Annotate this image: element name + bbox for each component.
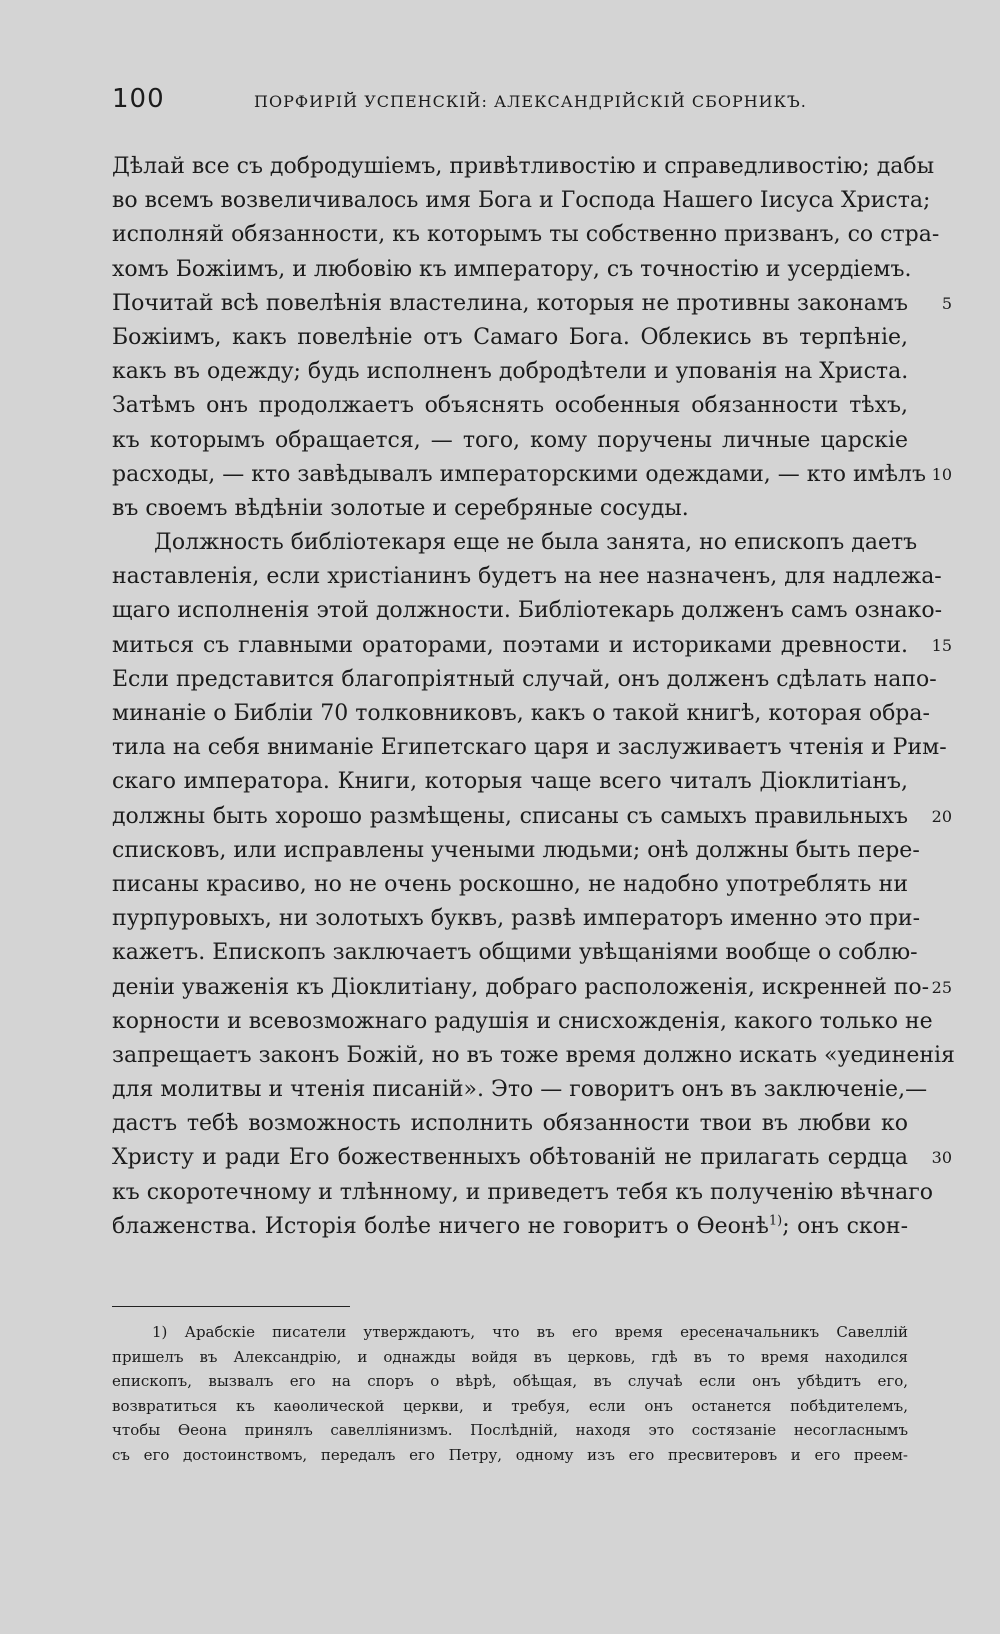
line-text: Почитай всѣ повелѣнія властелина, которыя не противны законамъ — [112, 290, 908, 316]
line-text: къ скоротечному и тлѣнному, и приведетъ тебя къ полученію вѣчнаго — [112, 1179, 933, 1205]
text-line — [112, 526, 918, 560]
footnote-line: возвратиться къ каѳолической церкви, и требуя, если онъ останется побѣдителемъ, — [112, 1396, 908, 1415]
line-text-tail: ; онъ скон- — [782, 1213, 908, 1239]
text-line — [112, 936, 918, 970]
page-number: 100 — [112, 84, 165, 114]
line-text: исполняй обязанности, къ которымъ ты собственно призванъ, со стра- — [112, 222, 940, 248]
footnote-line: чтобы Ѳеона принялъ савелліянизмъ. Послѣдній, находя это состязаніе несогласнымъ — [112, 1421, 908, 1440]
text-line — [112, 492, 908, 526]
page-header — [112, 84, 912, 124]
footnote-marker: 1) — [768, 1213, 783, 1229]
line-text: миться съ главными ораторами, поэтами и историками древности. — [112, 632, 908, 658]
line-text: хомъ Божіимъ, и любовію къ императору, съ точностію и усердіемъ. — [112, 256, 912, 282]
text-line — [112, 1073, 928, 1107]
text-line — [112, 1107, 908, 1141]
line-text: минаніе о Библіи 70 толковниковъ, какъ о такой книгѣ, которая обра- — [112, 701, 930, 726]
line-text: наставленія, если христіанинъ будетъ на нее назначенъ, для надлежа- — [112, 564, 942, 590]
text-line — [112, 697, 930, 731]
line-text: дастъ тебѣ возможность исполнить обязанности твои въ любви ко — [112, 1111, 908, 1137]
line-text: во всемъ возвеличивалось имя Бога и Господа Нашего Іисуса Христа; — [112, 188, 931, 214]
line-text: какъ въ одежду; будь исполненъ добродѣтели и упованія на Христа. — [112, 359, 909, 385]
text-line — [112, 253, 912, 287]
text-line — [112, 355, 908, 389]
text-line — [112, 1039, 955, 1073]
text-line — [112, 184, 931, 218]
line-text: корности и всевозможнаго радушія и снисхожденія, какого только не — [112, 1008, 933, 1034]
footnote-line: епископъ, вызвалъ его на споръ о вѣрѣ, обѣщая, въ случаѣ если онъ убѣдитъ его, — [112, 1372, 908, 1391]
text-line — [112, 800, 952, 834]
line-number: 15 — [931, 635, 952, 655]
text-line — [112, 1176, 933, 1210]
line-text: списковъ, или исправлены учеными людьми; онѣ должны быть пере- — [112, 837, 920, 863]
text-line — [112, 1005, 933, 1039]
line-number: 20 — [931, 806, 952, 826]
line-text: къ которымъ обращается, — того, кому поручены личные царскіе — [112, 427, 908, 453]
text-line — [112, 150, 935, 184]
footnote-rule — [112, 1306, 350, 1307]
text-line — [112, 389, 908, 423]
line-text: должны быть хорошо размѣщены, списаны съ самыхъ правильныхъ — [112, 803, 908, 829]
text-line — [112, 663, 937, 697]
footnotes — [112, 1320, 908, 1468]
text-line — [112, 731, 947, 765]
line-text: въ своемъ вѣдѣніи золотые и серебряные сосуды. — [112, 495, 689, 521]
text-line — [112, 594, 943, 628]
line-text: запрещаетъ законъ Божій, но въ тоже время должно искать «уединенія — [112, 1042, 955, 1068]
text-line — [112, 560, 942, 594]
body-text — [112, 150, 955, 1244]
text-line — [112, 287, 952, 321]
line-text: Христу и ради Его божественныхъ обѣтованій не прилагать сердца — [112, 1145, 908, 1171]
line-text: пурпуровыхъ, ни золотыхъ буквъ, развѣ императоръ именно это при- — [112, 906, 921, 932]
text-line — [112, 424, 908, 458]
text-line — [112, 321, 908, 355]
line-text: блаженства. Исторія болѣе ничего не говоритъ о Ѳеонѣ — [112, 1213, 769, 1239]
text-line — [112, 218, 940, 252]
line-text: скаго императора. Книги, которыя чаще всего читалъ Діоклитіанъ, — [112, 769, 908, 795]
line-text: расходы, — кто завѣдывалъ императорскими одеждами, — кто имѣлъ — [112, 461, 926, 487]
text-line — [112, 902, 921, 936]
line-text: Должность библіотекаря еще не была занята, но епископъ даетъ — [154, 530, 918, 556]
line-text: деніи уваженія къ Діоклитіану, добраго расположенія, искренней по- — [112, 974, 930, 1000]
line-number: 25 — [931, 977, 952, 997]
text-line — [112, 868, 908, 902]
line-number: 30 — [931, 1148, 952, 1168]
line-text: Если представится благопріятный случай, онъ долженъ сдѣлать напо- — [112, 666, 937, 692]
line-text: Дѣлай все съ добродушіемъ, привѣтливостію и справедливостію; дабы — [112, 154, 935, 179]
text-line — [112, 458, 952, 492]
text-line — [112, 1141, 952, 1175]
line-text: для молитвы и чтенія писаній». Это — говоритъ онъ въ заключеніе,— — [112, 1077, 928, 1103]
text-line — [112, 1210, 908, 1244]
footnote-line: 1) Арабскіе писатели утверждаютъ, что въ его время ересеначальникъ Савеллій — [152, 1323, 908, 1341]
text-line — [112, 971, 952, 1005]
footnote-line: пришелъ въ Александрію, и однажды войдя въ церковь, гдѣ въ то время находился — [112, 1347, 908, 1366]
text-line — [112, 765, 908, 799]
line-text: Затѣмъ онъ продолжаетъ объяснять особенныя обязанности тѣхъ, — [112, 393, 908, 419]
running-head: ПОРФИРІЙ УСПЕНСКІЙ: АЛЕКСАНДРІЙСКІЙ СБОРНИКЪ. — [254, 92, 807, 111]
line-text: тила на себя вниманіе Египетскаго царя и заслуживаетъ чтенія и Рим- — [112, 735, 947, 761]
line-text: писаны красиво, но не очень роскошно, не надобно употреблять ни — [112, 871, 908, 897]
footnote-line: съ его достоинствомъ, передалъ его Петру, одному изъ его пресвитеровъ и его преем- — [112, 1445, 908, 1464]
line-number: 10 — [931, 464, 952, 484]
text-line — [112, 834, 920, 868]
line-text: щаго исполненія этой должности. Библіотекарь долженъ самъ ознако- — [112, 598, 943, 624]
line-text: Божіимъ, какъ повелѣніе отъ Самаго Бога. Облекись въ терпѣніе, — [112, 324, 908, 350]
line-text: кажетъ. Епископъ заключаетъ общими увѣщаніями вообще о соблю- — [112, 940, 918, 966]
line-number: 5 — [941, 293, 952, 313]
text-line — [112, 629, 952, 663]
